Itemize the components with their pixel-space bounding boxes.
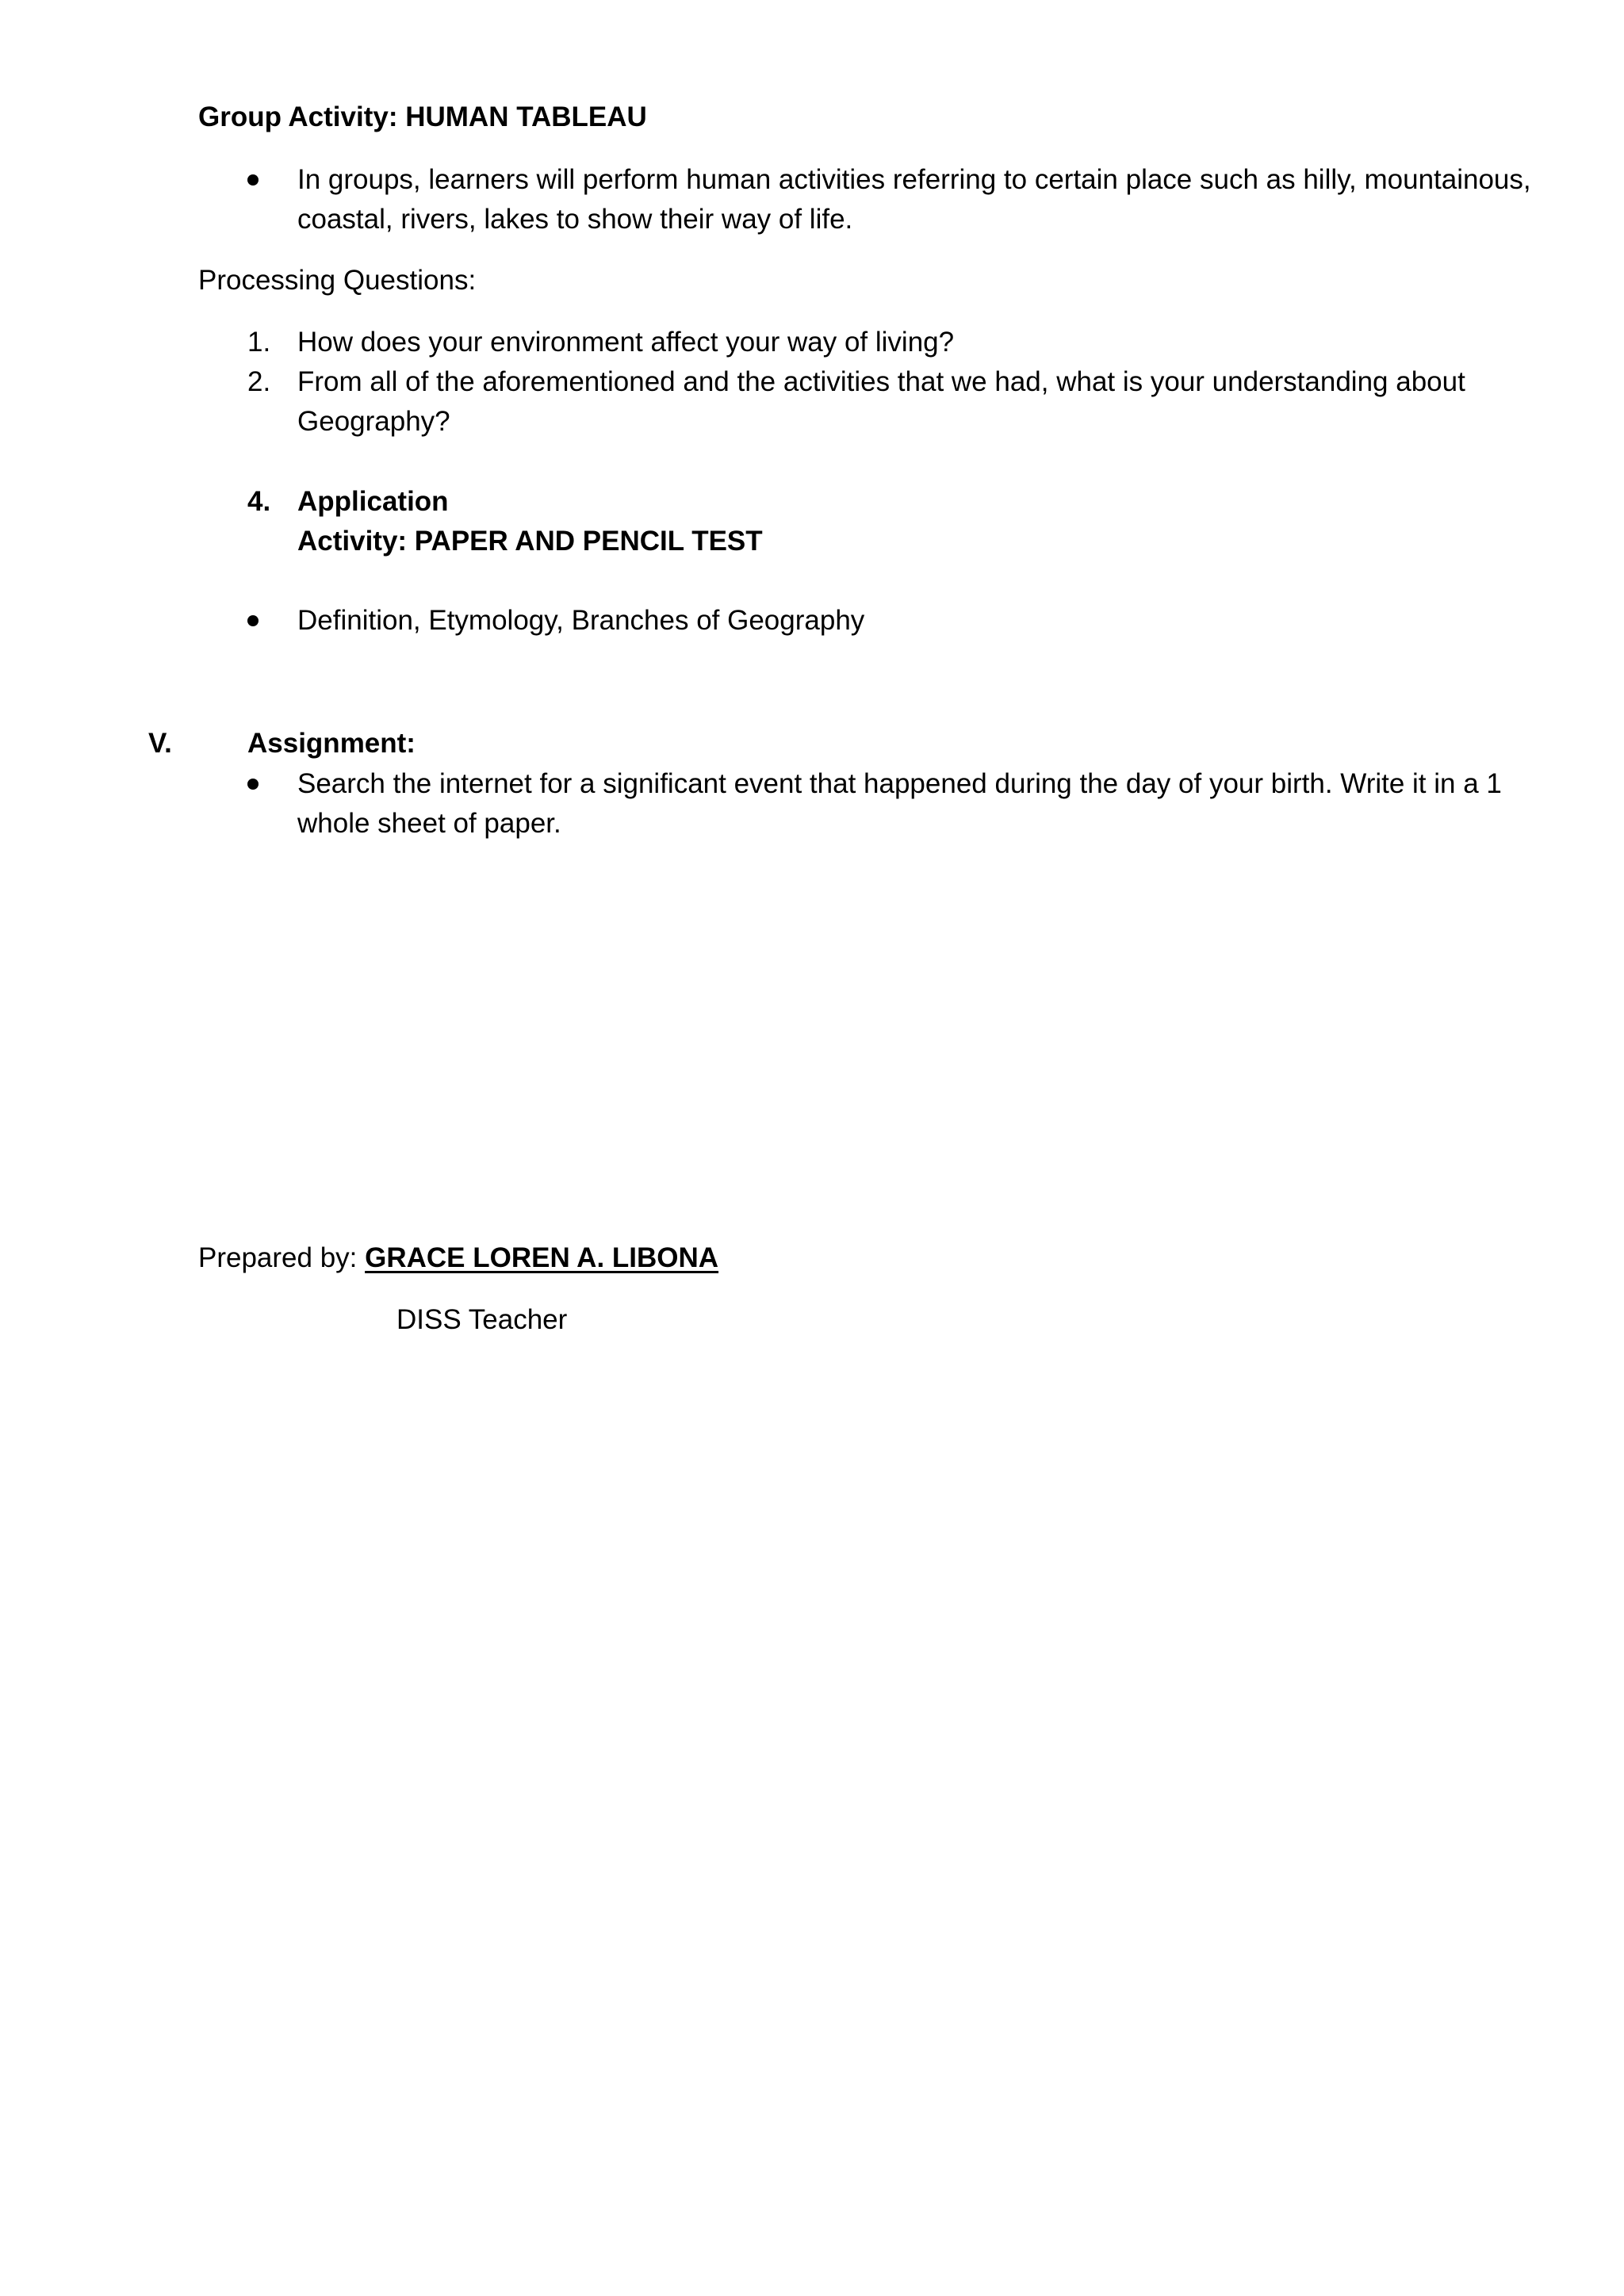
preparer-role: DISS Teacher — [396, 1304, 568, 1335]
processing-questions-heading: Processing Questions: — [198, 265, 477, 296]
assignment-text-line2: whole sheet of paper. — [297, 808, 561, 839]
assignment-roman-numeral: V. — [148, 728, 172, 759]
bullet-icon — [247, 779, 259, 790]
prepared-by-label: Prepared by: — [198, 1242, 366, 1273]
application-number: 4. — [247, 486, 271, 517]
question-2-text-line1: From all of the aforementioned and the activities that we had, what is your understanding about — [297, 366, 1465, 397]
group-activity-text-line1: In groups, learners will perform human activities referring to certain place such as hilly, mountainous, — [297, 164, 1531, 195]
group-activity-text-line2: coastal, rivers, lakes to show their way of life. — [297, 204, 853, 235]
application-title: Application — [297, 486, 449, 517]
assignment-text-line1: Search the internet for a significant event that happened during the day of your birth. Write it in a 1 — [297, 768, 1502, 799]
question-number: 1. — [247, 327, 271, 358]
bullet-icon — [247, 615, 259, 626]
group-activity-heading: Group Activity: HUMAN TABLEAU — [198, 101, 647, 132]
application-bullet-text: Definition, Etymology, Branches of Geography — [297, 605, 865, 636]
question-1-text: How does your environment affect your way of living? — [297, 327, 955, 358]
prepared-by-line — [198, 1238, 718, 1278]
question-2-text-line2: Geography? — [297, 406, 450, 437]
application-activity: Activity: PAPER AND PENCIL TEST — [297, 526, 763, 557]
assignment-title: Assignment: — [247, 728, 416, 759]
question-number: 2. — [247, 366, 271, 397]
bullet-icon — [247, 174, 259, 186]
preparer-name: GRACE LOREN A. LIBONA — [365, 1242, 719, 1273]
